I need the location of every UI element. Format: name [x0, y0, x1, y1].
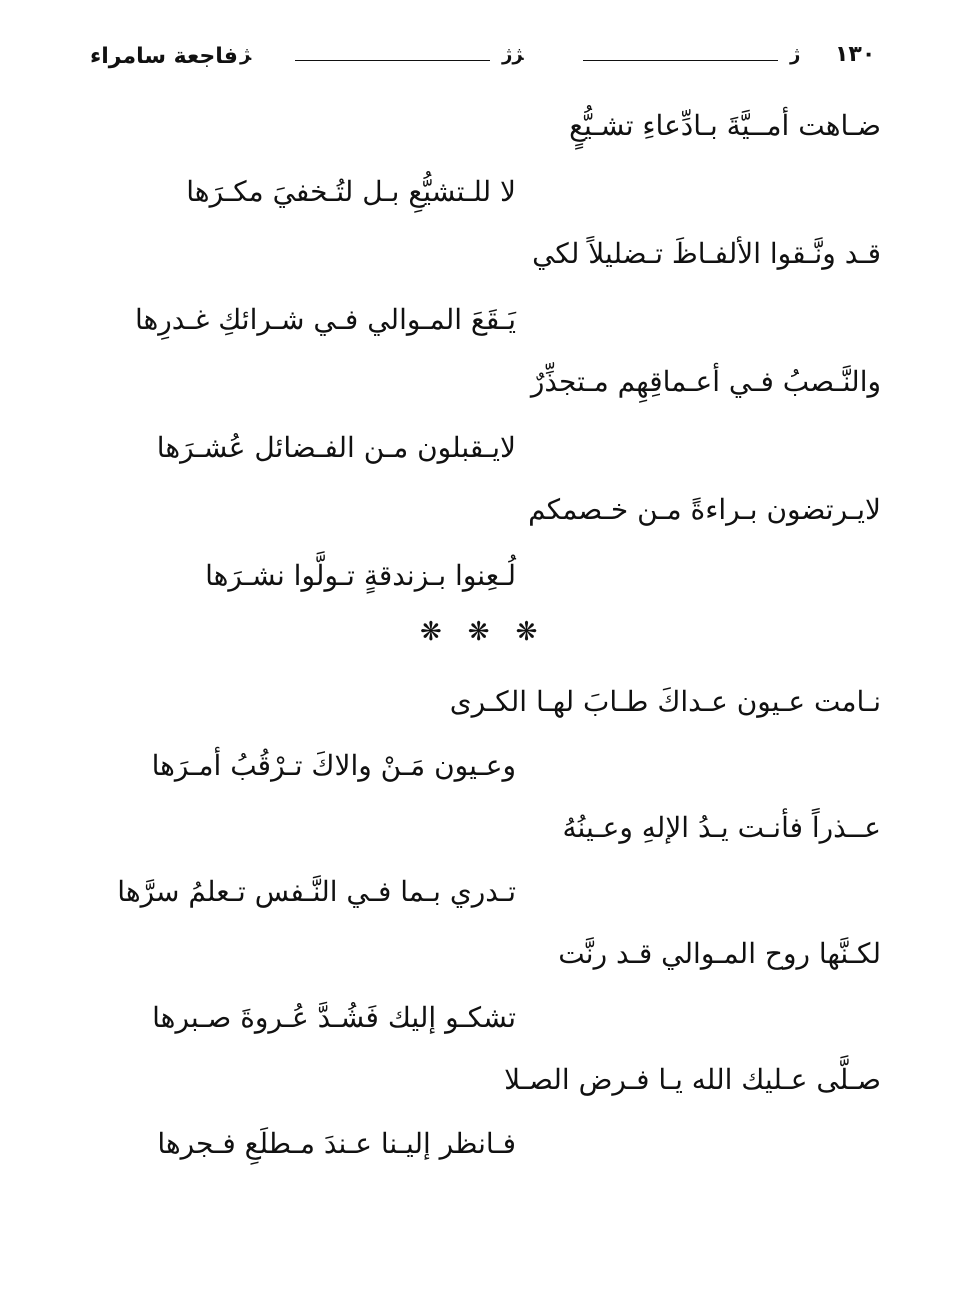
verse-first-hemistich: صـلَّى عـليك الله يـا فـرض الصـلا	[504, 1063, 881, 1096]
verse-second-hemistich: فـانظر إليـنا عـندَ مـطلَعِ فـجرها	[157, 1127, 516, 1160]
verse-first-hemistich: لايـرتضون بـراءةً مـن خـصمكم	[528, 493, 881, 526]
verse-second-hemistich: تـدري بـما فـي النَّـفس تـعلمُ سرَّها	[117, 875, 516, 908]
verse-first-hemistich: عــذراً فأنـت يـدُ الإلهِ وعـينُهُ	[562, 811, 881, 844]
page-header	[90, 40, 890, 76]
verse-first-hemistich: قـد ونَّـقوا الألفـاظَ تـضليلاً لكي	[532, 237, 881, 270]
verse-first-hemistich: لكـنَّها روح المـوالي قـد رنَّت	[558, 937, 881, 970]
verse-first-hemistich: والنَّـصبُ فـي أعـماقِهِم مـتجذِّرٌ	[530, 365, 881, 398]
ornament-right: ﮊ	[790, 44, 801, 65]
verse-second-hemistich: لُـعِنوا بـزندقةٍ تـولَّوا نشـرَها	[205, 559, 516, 592]
verse-second-hemistich: لا للـتشيُّعِ بـل لتُـخفيَ مكـرَها	[186, 175, 516, 208]
stanza-separator: ❋❋❋	[420, 617, 564, 647]
header-rule-left	[295, 60, 490, 61]
verse-second-hemistich: وعـيون مَـنْ والاكَ تـرْقُبُ أمـرَها	[151, 749, 516, 782]
page-number: ١٣٠	[835, 42, 876, 67]
header-rule-right	[583, 60, 778, 61]
verse-second-hemistich: يَـقَعَ المـوالي فـي شـرائكِ غـدرِها	[134, 303, 516, 336]
verse-first-hemistich: نـامت عـيون عـداكَ طـابَ لهـا الكـرى	[449, 685, 881, 718]
verse-second-hemistich: لايـقبلون مـن الفـضائل عُشـرَها	[156, 431, 516, 464]
verse-first-hemistich: ضـاهت أمــيَّةَ بـادِّعاءِ تشـيُّعٍ	[569, 109, 881, 142]
ornament-center: ﮋﮊ	[502, 44, 524, 65]
ornament-left: ﮋ	[240, 44, 252, 65]
verse-second-hemistich: تشكـو إليك فَشُـدَّ عُـروةَ صـبرها	[152, 1001, 516, 1034]
book-title: فاجعة سامراء	[90, 44, 238, 69]
